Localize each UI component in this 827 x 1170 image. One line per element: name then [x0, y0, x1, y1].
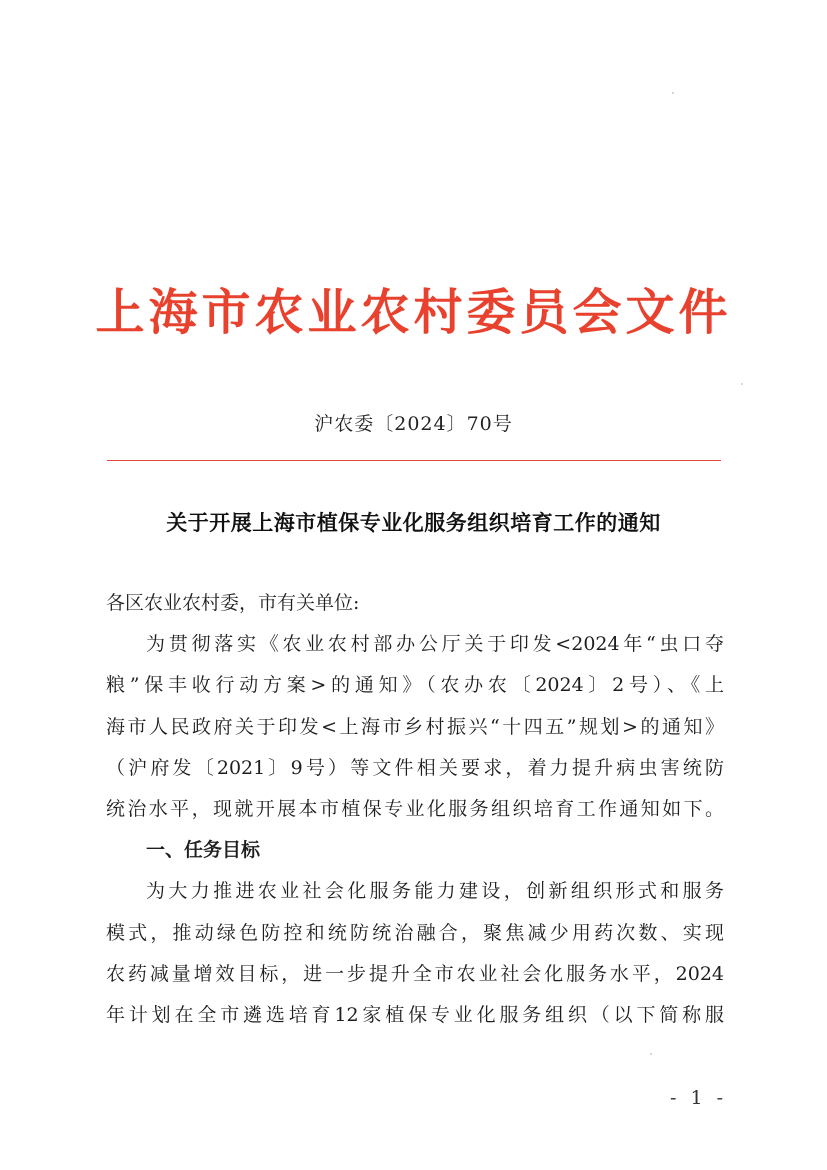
- paragraph2-line: 为大力推进农业社会化服务能力建设，创新组织形式和服务: [146, 880, 724, 903]
- body-text: [106, 583, 724, 1036]
- paragraph2-line: 年计划在全市遴选培育12家植保专业化服务组织（以下简称服: [106, 1003, 724, 1026]
- paragraph1-line: 粮”保丰收行动方案>的通知》（农办农〔2024〕2号）、《上: [106, 674, 724, 697]
- recipients-line: 各区农业农村委，市有关单位:: [106, 592, 360, 614]
- red-divider-line: [107, 460, 721, 461]
- paragraph1-line: 统治水平，现就开展本市植保专业化服务组织培育工作通知如下。: [106, 797, 724, 820]
- issuer-header-title: 上海市农业农村委员会文件: [95, 283, 732, 341]
- document-number: 沪农委〔2024〕70号: [314, 413, 513, 435]
- paragraph1-line: 为贯彻落实《农业农村部办公厅关于印发<2024年“虫口夺: [146, 633, 724, 656]
- paragraph1-line: （沪府发〔2021〕9号）等文件相关要求，着力提升病虫害统防: [106, 756, 724, 779]
- scan-speck: [650, 1053, 652, 1055]
- paragraph2-line: 农药减量增效目标，进一步提升全市农业社会化服务水平，2024: [106, 962, 724, 985]
- page-number: - 1 -: [670, 1087, 728, 1109]
- section-heading: 一、任务目标: [146, 839, 261, 862]
- scan-speck: [672, 92, 674, 94]
- scan-speck: [741, 383, 743, 385]
- notice-title: 关于开展上海市植保专业化服务组织培育工作的通知: [166, 510, 661, 535]
- paragraph1-line: 海市人民政府关于印发<上海市乡村振兴“十四五”规划>的通知》: [106, 715, 724, 738]
- paragraph2-line: 模式，推动绿色防控和统防统治融合，聚焦减少用药次数、实现: [106, 921, 724, 944]
